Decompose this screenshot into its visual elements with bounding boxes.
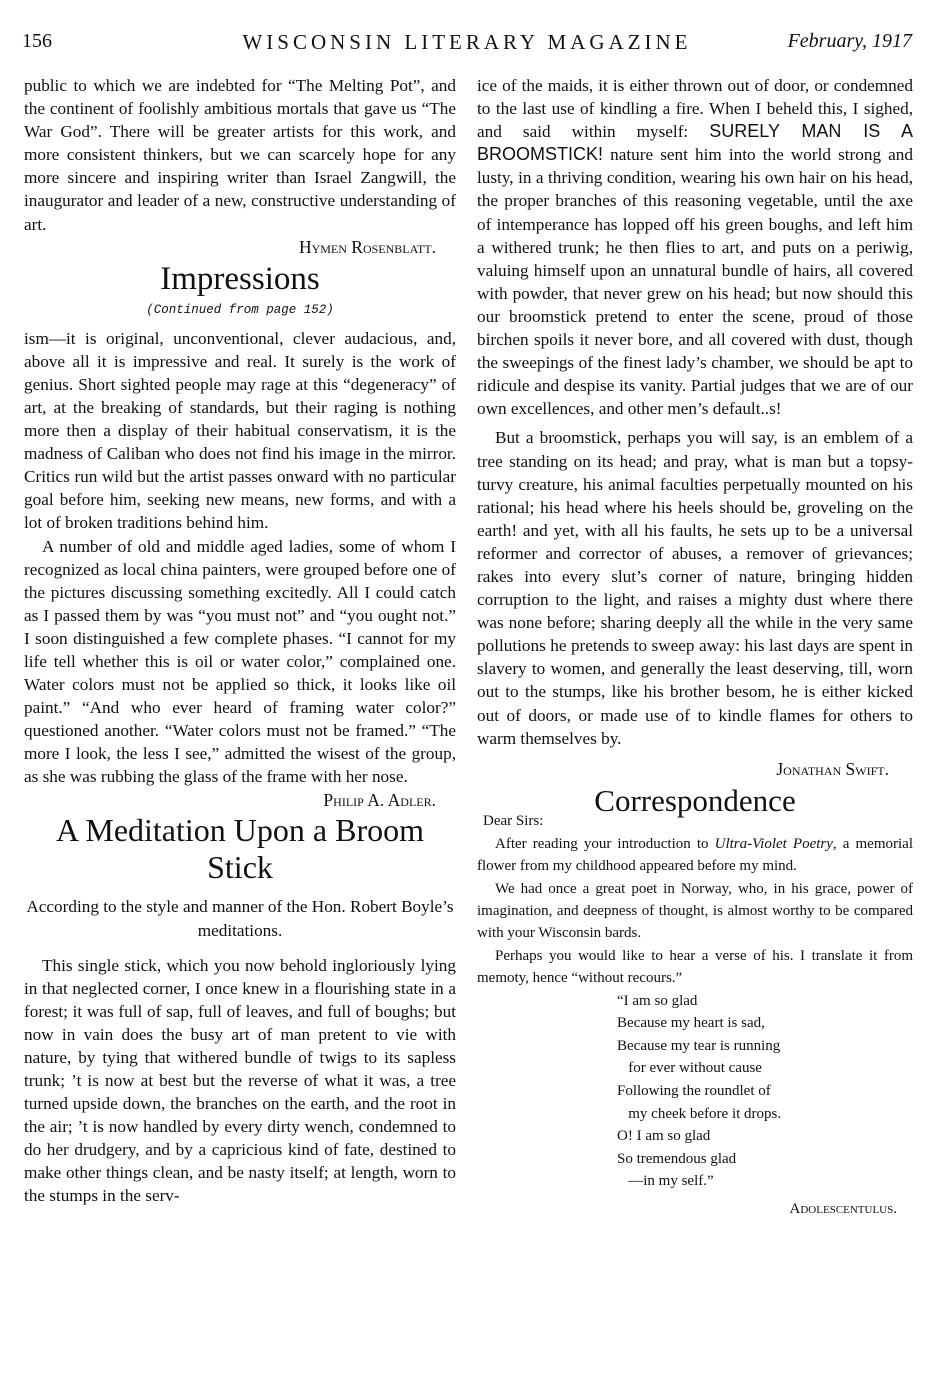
correspondence-paragraph-1 <box>477 833 913 878</box>
poem-line: Because my heart is sad, <box>617 1015 765 1032</box>
poem-line: for ever without cause <box>617 1060 762 1077</box>
signature-adolescentulus: Adolescentulus. <box>789 1200 897 1217</box>
poem-line: So tremendous glad <box>617 1150 737 1167</box>
meditation-continued-text-2: nature sent him into the world strong and lusty, in a thriving condition, wearing his own hair on his head, the proper branches of this reasoning vegetable, until the axe of intemperance has lopped off his green boughs, and left him a withered trunk; he then flies to art, and puts on a periwig, valuing himself upon an unnatural bundle of hairs, all covered with powder, that never grew on his head; but now should this our broomstick pretend to enter the scene, proud of those birchen spoils it never bore, and all covered with dust, though the sweepings of the finest lady’s chamber, we should be apt to ridicule and despise its vanity. Partial judges that we are of our own excellences, and other men’s default..s! <box>477 145 913 419</box>
signature-adler: Philip A. Adler. <box>323 789 436 810</box>
poem <box>617 990 913 1193</box>
meditation-subtitle: According to the style and manner of the Hon. Robert Boyle’s meditations. <box>26 896 454 940</box>
poem-line: “I am so glad <box>617 992 698 1009</box>
impressions-title: Impressions <box>160 260 320 297</box>
correspondence-title: Correspondence <box>594 782 796 818</box>
broomstick-emphasis: SURELY MAN IS A BROOMSTICK! <box>477 121 913 165</box>
meditation-continued-text: ice of the maids, it is either thrown out of door, or condemned to the last use of kindling a fire. When I beheld this, I sighed, and said within myself: <box>477 76 913 142</box>
poem-line: Following the roundlet of <box>617 1082 771 1099</box>
impressions-paragraph-1: ism—it is original, unconventional, clever audacious, and, above all it is impressive and real. It surely is the work of genius. Short sighted people may rage at this “degeneracy” of art, at the breaking of standards, but their raging is nothing more then a display of their habitual conservatism, it is the madness of Caliban who does not find his image in the mirror. Critics run wild but the artist passes onward with no particular goal before him, seeking new means, new forms, and with a lot of broken traditions behind him. <box>24 328 456 533</box>
right-column <box>477 74 913 1218</box>
page-number: 156 <box>22 30 52 52</box>
salutation: Dear Sirs: <box>483 812 544 829</box>
correspondence-header <box>477 782 913 829</box>
meditation-paragraph-1: This single stick, which you now behold ingloriously lying in that neglected corner, I once knew in a flourishing state in a forest; it was full of sap, full of leaves, and full of boughs; but now in vain does the busy art of man pretent to vie with nature, by tying that withered bundle of twigs to its sapless trunk; ’t is now at best but the reverse of what it was, a tree turned upside down, the branches on the earth, and the root in the air; ’t is now handled by every dirty wench, condemned to do her drudgery, and by a capricious kind of fate, destined to make other things clean, and be nasty itself; at length, worn to the stumps in the serv- <box>24 955 456 1206</box>
poem-line: Because my tear is running <box>617 1037 781 1054</box>
impressions-paragraph-2: A number of old and middle aged ladies, some of whom I recognized as local china painters, were grouped before one of the pictures discussing something excitedly. All I could catch as I passed them by was “you must not” and “you ought not.” I soon distinguished a few complete phases. “I cannot for my life tell whether this is oil or water color,” complained one. Water colors must not be applied so thick, it looks like oil paint.” “And who ever heard of framing water color?” questioned another. “Water colors must not be framed.” “The more I look, the less I see,” admitted the wisest of the group, as she was rubbing the glass of the frame with her nose. <box>24 536 456 787</box>
signature-swift: Jonathan Swift. <box>776 758 889 779</box>
correspondence-paragraph-2: We had once a great poet in Norway, who, in his grace, power of imagination, and deepness of thought, is almost worthy to be compared with your Wisconsin bards. <box>477 880 913 942</box>
zangwill-paragraph: public to which we are indebted for “The Melting Pot”, and the continent of foolishly ambitious mortals that gave us “The War God”. There will be greater artists for this work, and more consistent thinkers, but we can scarcely hope for any more sincere and inspiring writer than Israel Zangwill, the inaugurator and leader of a new, constructive understanding of art. <box>24 76 456 234</box>
poem-line: O! I am so glad <box>617 1128 711 1145</box>
meditation-paragraph-1-continued <box>477 74 913 420</box>
meditation-title: A Meditation Upon a Broom Stick <box>56 811 424 885</box>
corr-p1-after: , a memorial flower from my childhood appeared before my mind. <box>477 835 913 875</box>
continued-note: (Continued from page 152) <box>146 302 334 317</box>
signature-rosenblatt: Hymen Rosenblatt. <box>298 236 436 257</box>
corr-p1-before: After reading your introduction to <box>495 835 715 852</box>
issue-date: February, 1917 <box>787 30 912 52</box>
magazine-title: WISCONSIN LITERARY MAGAZINE <box>242 30 692 54</box>
page-header <box>22 30 912 60</box>
meditation-paragraph-2: But a broomstick, perhaps you will say, is an emblem of a tree standing on its head; and pray, what is man but a topsy-turvy creature, his animal faculties perpetually mounted on his rational; his head where his heels should be, groveling on the earth! and yet, with all his faults, he sets up to be a universal reformer and corrector of abuses, a remover of grievances; rakes into every slut’s corner of nature, bringing hidden corruption to the light, and raises a mighty dust where there was none before; sharing deeply all the while in the very same pollutions he pretends to sweep away: his last days are spent in slavery to women, and generally the least deserving, till, worn out to the stumps, like his brother besom, he is either kicked out of doors, or made use of to kindle flames for others to warm themselves by. <box>477 428 913 748</box>
poem-line: —in my self.” <box>617 1173 714 1190</box>
correspondence-body <box>477 833 913 1218</box>
poem-line: my cheek before it drops. <box>617 1105 782 1122</box>
left-column <box>24 74 456 1208</box>
ultra-violet-poetry-title: Ultra-Violet Poetry <box>714 835 833 852</box>
correspondence-paragraph-3: Perhaps you would like to hear a verse of his. I translate it from memoty, hence “without recours.” <box>477 947 913 987</box>
